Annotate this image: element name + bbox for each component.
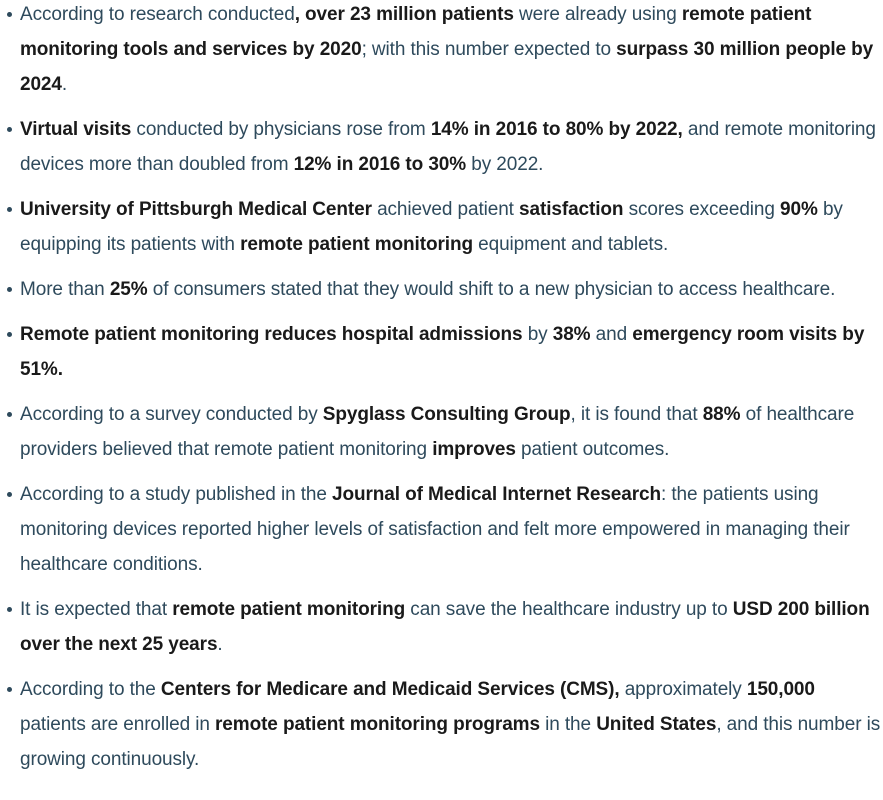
- stat-highlight-text: 14% in 2016 to 80% by 2022,: [430, 119, 683, 140]
- stat-highlight-text: , over 23 million patients: [294, 4, 514, 25]
- stat-text: achieved patient: [371, 199, 520, 220]
- stat-text: .: [217, 634, 223, 655]
- stat-item: [0, 397, 883, 467]
- stat-text: conducted by physicians rose from: [131, 119, 431, 140]
- stat-text: More than: [20, 279, 110, 300]
- stat-text: by: [522, 324, 553, 345]
- stat-highlight-text: 12% in 2016 to 30%: [293, 154, 467, 175]
- stat-highlight-text: improves: [432, 439, 516, 460]
- stat-text: and remote monitoring devices more than doubled from: [20, 119, 876, 175]
- stat-text: by equipping its patients with: [20, 199, 843, 255]
- stat-highlight-text: 25%: [109, 279, 148, 300]
- stat-highlight-text: 90%: [780, 199, 818, 220]
- stat-text: by 2022.: [466, 154, 544, 175]
- stat-item: [0, 592, 883, 662]
- stat-text: and: [590, 324, 633, 345]
- stat-highlight-text: Centers for Medicare and Medicaid Services (CMS),: [160, 679, 620, 700]
- stat-highlight-text: United States: [596, 714, 717, 735]
- stat-text: patient outcomes.: [515, 439, 670, 460]
- stat-highlight-text: Remote patient monitoring reduces hospital admissions: [20, 324, 523, 345]
- stat-highlight-text: 88%: [702, 404, 741, 425]
- stat-text: ; with this number expected to: [361, 39, 617, 60]
- stat-highlight-text: Spyglass Consulting Group: [322, 404, 571, 425]
- stat-item: [0, 112, 883, 182]
- stat-text: It is expected that: [20, 599, 173, 620]
- stat-highlight-text: University of Pittsburgh Medical Center: [20, 199, 372, 220]
- stat-highlight-text: remote patient monitoring tools and services by 2020: [20, 4, 812, 60]
- stat-text: .: [61, 74, 68, 95]
- stat-text: in the: [539, 714, 597, 735]
- stat-highlight-text: Journal of Medical Internet Research: [332, 484, 662, 505]
- stat-highlight-text: satisfaction: [519, 199, 624, 220]
- stat-item: [0, 192, 883, 262]
- stat-item: [0, 477, 883, 582]
- stat-highlight-text: remote patient monitoring: [240, 234, 473, 255]
- stat-text: patients are enrolled in: [20, 714, 216, 735]
- stat-text: According to a study published in the: [20, 484, 333, 505]
- stat-text: of healthcare providers believed that remote patient monitoring: [20, 404, 855, 460]
- stat-text: According to the: [20, 679, 161, 700]
- stat-item: [0, 317, 883, 387]
- stat-highlight-text: remote patient monitoring: [172, 599, 406, 620]
- stat-text: approximately: [619, 679, 747, 700]
- stat-text: equipment and tablets.: [472, 234, 669, 255]
- stat-item: [0, 0, 883, 102]
- stat-text: , and this number is growing continuously.: [20, 714, 881, 770]
- stat-highlight-text: surpass 30 million people by 2024: [20, 39, 874, 95]
- stat-text: were already using: [513, 4, 682, 25]
- stat-text: of consumers stated that they would shift to a new physician to access healthcare.: [147, 279, 836, 300]
- stat-item: [0, 272, 883, 307]
- stat-text: , it is found that: [570, 404, 703, 425]
- stat-text: According to a survey conducted by: [20, 404, 323, 425]
- stat-highlight-text: emergency room visits by 51%.: [20, 324, 865, 380]
- stat-highlight-text: 150,000: [746, 679, 815, 700]
- stat-highlight-text: remote patient monitoring programs: [215, 714, 540, 735]
- stat-text: : the patients using monitoring devices reported higher levels of satisfaction and felt more empowered in managing their healthcare conditions.: [20, 484, 850, 575]
- stat-text: can save the healthcare industry up to: [405, 599, 733, 620]
- stat-item: [0, 672, 883, 777]
- stat-highlight-text: USD 200 billion over the next 25 years: [20, 599, 870, 655]
- stat-highlight-text: Virtual visits: [20, 119, 132, 140]
- stat-text: According to research conducted: [20, 4, 295, 25]
- stat-text: scores exceeding: [623, 199, 781, 220]
- stat-highlight-text: 38%: [552, 324, 591, 345]
